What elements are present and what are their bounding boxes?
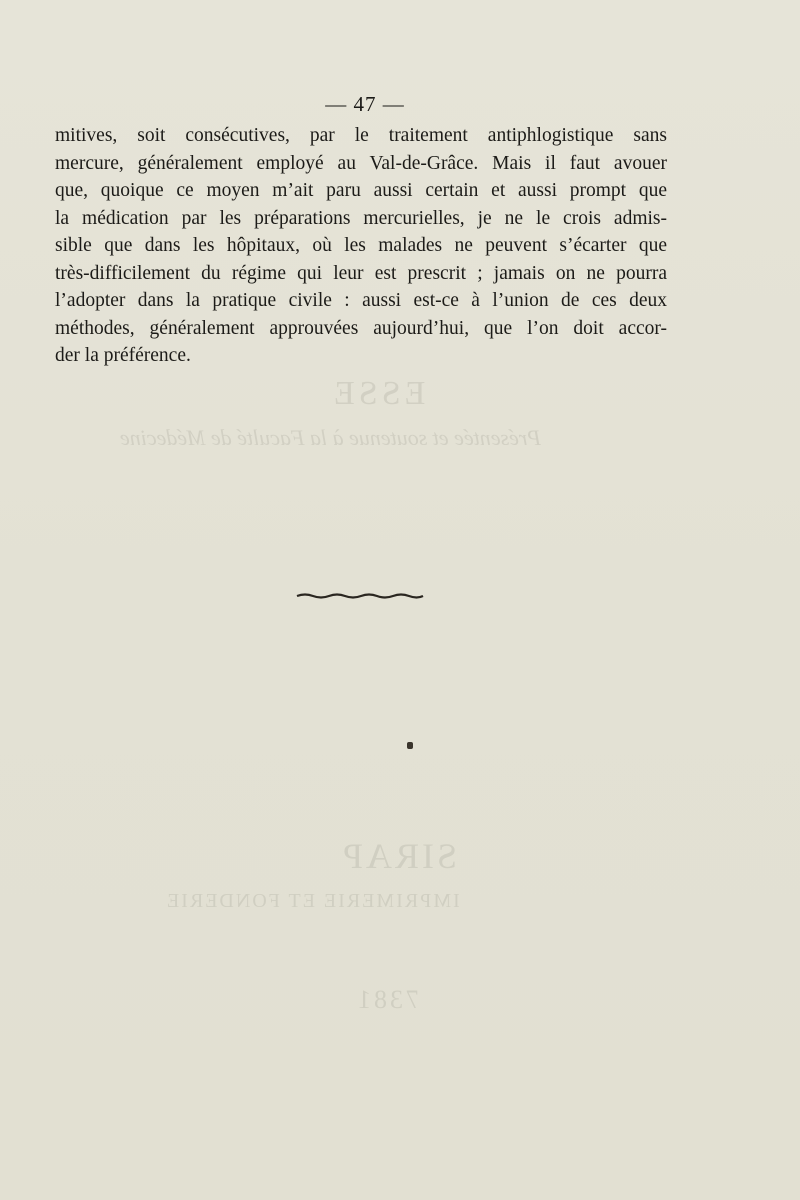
text-line: mercure, généralement employé au Val-de-Grâce. Mais il faut avouer	[55, 152, 667, 174]
end-ornament-rule	[295, 592, 425, 600]
show-through-bleed: 7381	[355, 985, 419, 1014]
body-paragraph	[55, 122, 667, 370]
show-through-bleed: ESSE	[330, 375, 426, 412]
show-through-bleed: IMPRIMERIE ET FONDERIE	[165, 890, 460, 912]
ink-speck	[407, 742, 413, 749]
text-line: mitives, soit consécutives, par le traitement antiphlogistique sans	[55, 125, 667, 146]
text-line: sible que dans les hôpitaux, où les malades ne peuvent s’écarter que	[55, 235, 667, 256]
text-line: que, quoique ce moyen m’ait paru aussi certain et aussi prompt que	[55, 180, 667, 201]
text-line: der la préférence.	[55, 345, 191, 366]
text-line: la médication par les préparations mercurielles, je ne le crois admis-	[55, 207, 667, 229]
text-line: l’adopter dans la pratique civile : aussi est-ce à l’union de ces deux	[55, 290, 667, 311]
page-number: — 47 —	[325, 92, 405, 116]
text-line: méthodes, généralement approuvées aujourd’hui, que l’on doit accor-	[55, 317, 667, 339]
show-through-bleed: SIRAP	[340, 836, 458, 876]
show-through-bleed: Présentée et soutenue à la Faculté de Médecine	[120, 425, 541, 450]
text-line: très-difficilement du régime qui leur est prescrit ; jamais on ne pourra	[55, 262, 667, 284]
